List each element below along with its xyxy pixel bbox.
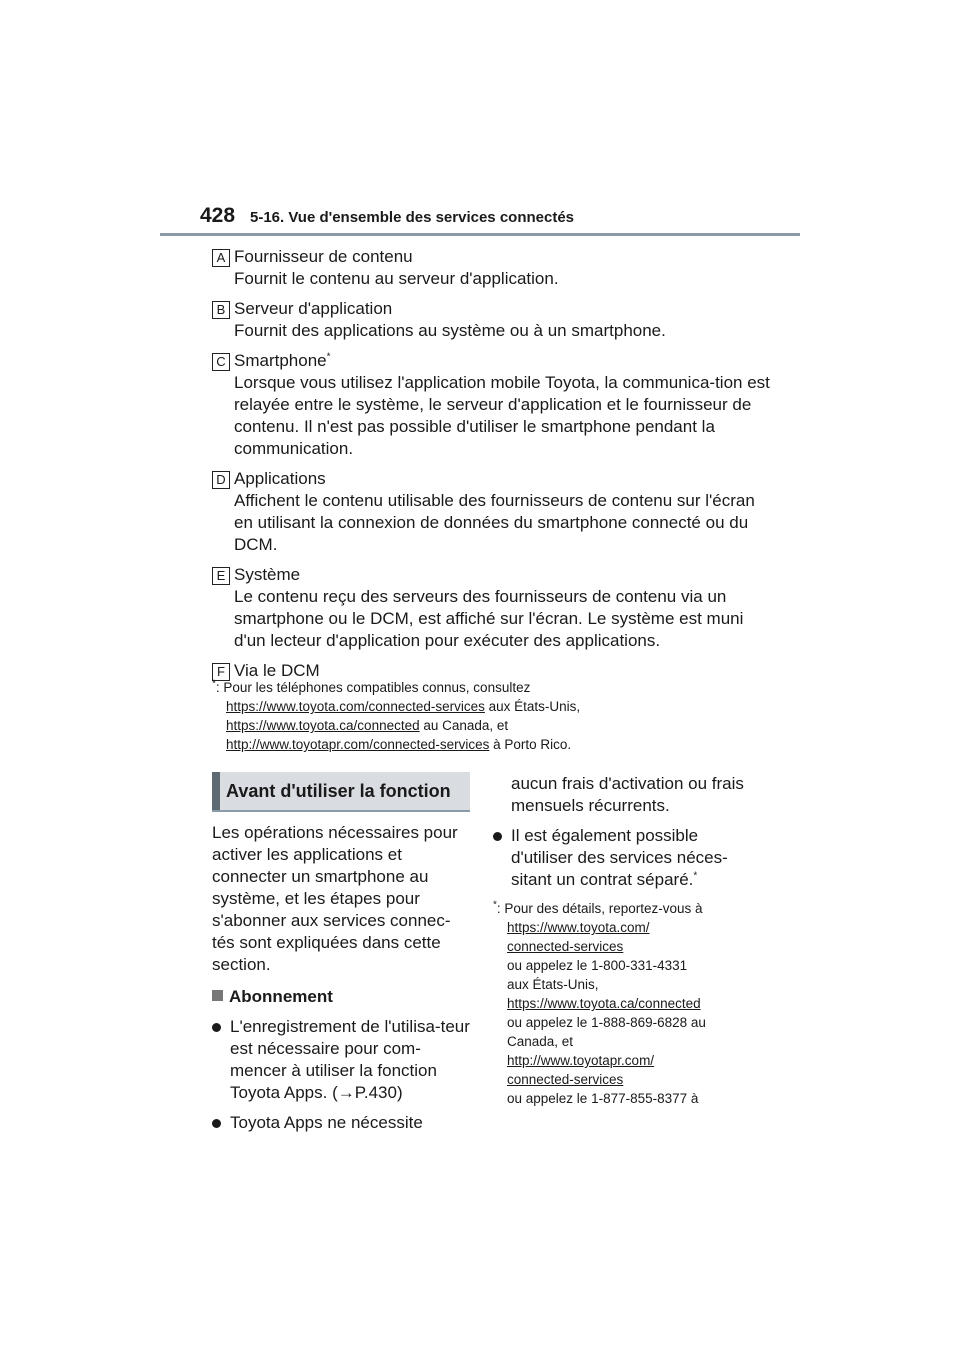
bullet-continuation: aucun frais d'activation ou frais mensuels récurrents. bbox=[511, 774, 744, 815]
letter-badge: A bbox=[212, 249, 230, 267]
footnote-line-pr: http://www.toyotapr.com/connected-services à Porto Rico. bbox=[226, 737, 572, 752]
link-toyota-pr[interactable]: http://www.toyotapr.com/connected-services bbox=[226, 737, 490, 752]
link-toyota-us-part1[interactable]: https://www.toyota.com/ bbox=[507, 920, 650, 935]
header-divider bbox=[160, 233, 800, 236]
bullet-dot-icon bbox=[212, 1119, 221, 1128]
page-header bbox=[200, 200, 800, 236]
link-toyota-ca[interactable]: https://www.toyota.ca/connected bbox=[507, 996, 701, 1011]
square-bullet-icon bbox=[212, 990, 223, 1001]
intro-paragraph: Les opérations nécessaires pour activer les applications et connecter un smartphone au système, et les étapes pour s'abonner aux services connec-tés sont expliquées dans cette section. bbox=[212, 823, 458, 974]
section-heading bbox=[212, 772, 470, 812]
item-description: Fournit des applications au système ou à un smartphone. bbox=[234, 321, 666, 340]
footnote-intro: : Pour les téléphones compatibles connus, consultez bbox=[215, 680, 531, 695]
heading-text: Avant d'utiliser la fonction bbox=[226, 781, 451, 801]
subheading: Abonnement bbox=[212, 986, 470, 1008]
item-title: Système bbox=[234, 565, 301, 584]
heading-accent-bar bbox=[212, 772, 220, 810]
phone-pr: ou appelez le 1-877-855-8377 à bbox=[507, 1091, 699, 1106]
link-toyota-us[interactable]: https://www.toyota.com/connected-services bbox=[226, 699, 485, 714]
letter-badge: F bbox=[212, 663, 230, 681]
item-title: Serveur d'application bbox=[234, 299, 393, 318]
letter-badge: B bbox=[212, 301, 230, 319]
legend-item-d bbox=[212, 468, 772, 556]
section-title: 5-16. Vue d'ensemble des services connectés bbox=[250, 209, 575, 226]
link-toyota-pr-part1[interactable]: http://www.toyotapr.com/ bbox=[507, 1053, 655, 1068]
region-ca: Canada, et bbox=[507, 1034, 574, 1049]
footnote-line-ca: https://www.toyota.ca/connected au Canada, et bbox=[226, 718, 509, 733]
left-column bbox=[212, 772, 470, 1134]
legend-item-a bbox=[212, 246, 772, 290]
legend-item-b bbox=[212, 298, 772, 342]
letter-badge: D bbox=[212, 471, 230, 489]
link-toyota-ca[interactable]: https://www.toyota.ca/connected bbox=[226, 718, 420, 733]
compatibility-footnote bbox=[212, 678, 772, 754]
footnote-marker: * bbox=[693, 870, 698, 882]
item-title: Via le DCM bbox=[234, 661, 320, 680]
legend-list bbox=[212, 246, 772, 690]
item-title: Applications bbox=[234, 469, 326, 488]
link-toyota-pr-part2[interactable]: connected-services bbox=[507, 1072, 624, 1087]
page-number: 428 bbox=[200, 204, 236, 227]
link-toyota-us-part2[interactable]: connected-services bbox=[507, 939, 624, 954]
phone-us: ou appelez le 1-800-331-4331 bbox=[507, 958, 688, 973]
region-us: aux États-Unis, bbox=[507, 977, 599, 992]
details-footnote: *: Pour des détails, reportez-vous à https://www.toyota.com/ connected-services ou appelez le 1-800-331-4331 aux États-Unis, https://www.toyota.ca/connected ou appelez le 1-888-869-6828 au Canada, et http://www.toyotapr.com/ connected-services ou appelez le 1-877-855-8377 à bbox=[493, 899, 753, 1108]
footnote-marker: * bbox=[493, 899, 497, 911]
bullet-dot-icon bbox=[212, 1023, 221, 1032]
item-title: Smartphone* bbox=[234, 351, 331, 370]
bullet-registration: L'enregistrement de l'utilisa-teur est nécessaire pour com-mencer à utiliser la fonction Toyota Apps. (→P.430) bbox=[212, 1016, 470, 1104]
phone-ca: ou appelez le 1-888-869-6828 au bbox=[507, 1015, 706, 1030]
bullet-no-fees: Toyota Apps ne nécessite bbox=[212, 1112, 470, 1134]
footnote-marker: * bbox=[326, 351, 331, 363]
legend-item-c bbox=[212, 350, 772, 460]
bullet-separate-contract: Il est également possible d'utiliser des services néces-sitant un contrat séparé.* bbox=[493, 825, 753, 891]
footnote-line-us: https://www.toyota.com/connected-services aux États-Unis, bbox=[226, 699, 581, 714]
letter-badge: E bbox=[212, 567, 230, 585]
bullet-dot-icon bbox=[493, 832, 502, 841]
right-column bbox=[493, 773, 753, 1108]
item-description: Lorsque vous utilisez l'application mobile Toyota, la communica-tion est relayée entre le système, le serveur d'application et le fournisseur de contenu. Il n'est pas possible d'utiliser le smartphone pendant la communication. bbox=[234, 373, 770, 458]
legend-item-e bbox=[212, 564, 772, 652]
item-description: Fournit le contenu au serveur d'application. bbox=[234, 269, 559, 288]
footnote-marker: * bbox=[212, 678, 216, 690]
item-description: Le contenu reçu des serveurs des fournisseurs de contenu via un smartphone ou le DCM, est affiché sur l'écran. Le système est muni d'un lecteur d'application pour exécuter des applications. bbox=[234, 587, 744, 650]
letter-badge: C bbox=[212, 353, 230, 371]
item-title: Fournisseur de contenu bbox=[234, 247, 413, 266]
item-description: Affichent le contenu utilisable des fournisseurs de contenu sur l'écran en utilisant la connexion de données du smartphone connecté ou du DCM. bbox=[234, 491, 755, 554]
